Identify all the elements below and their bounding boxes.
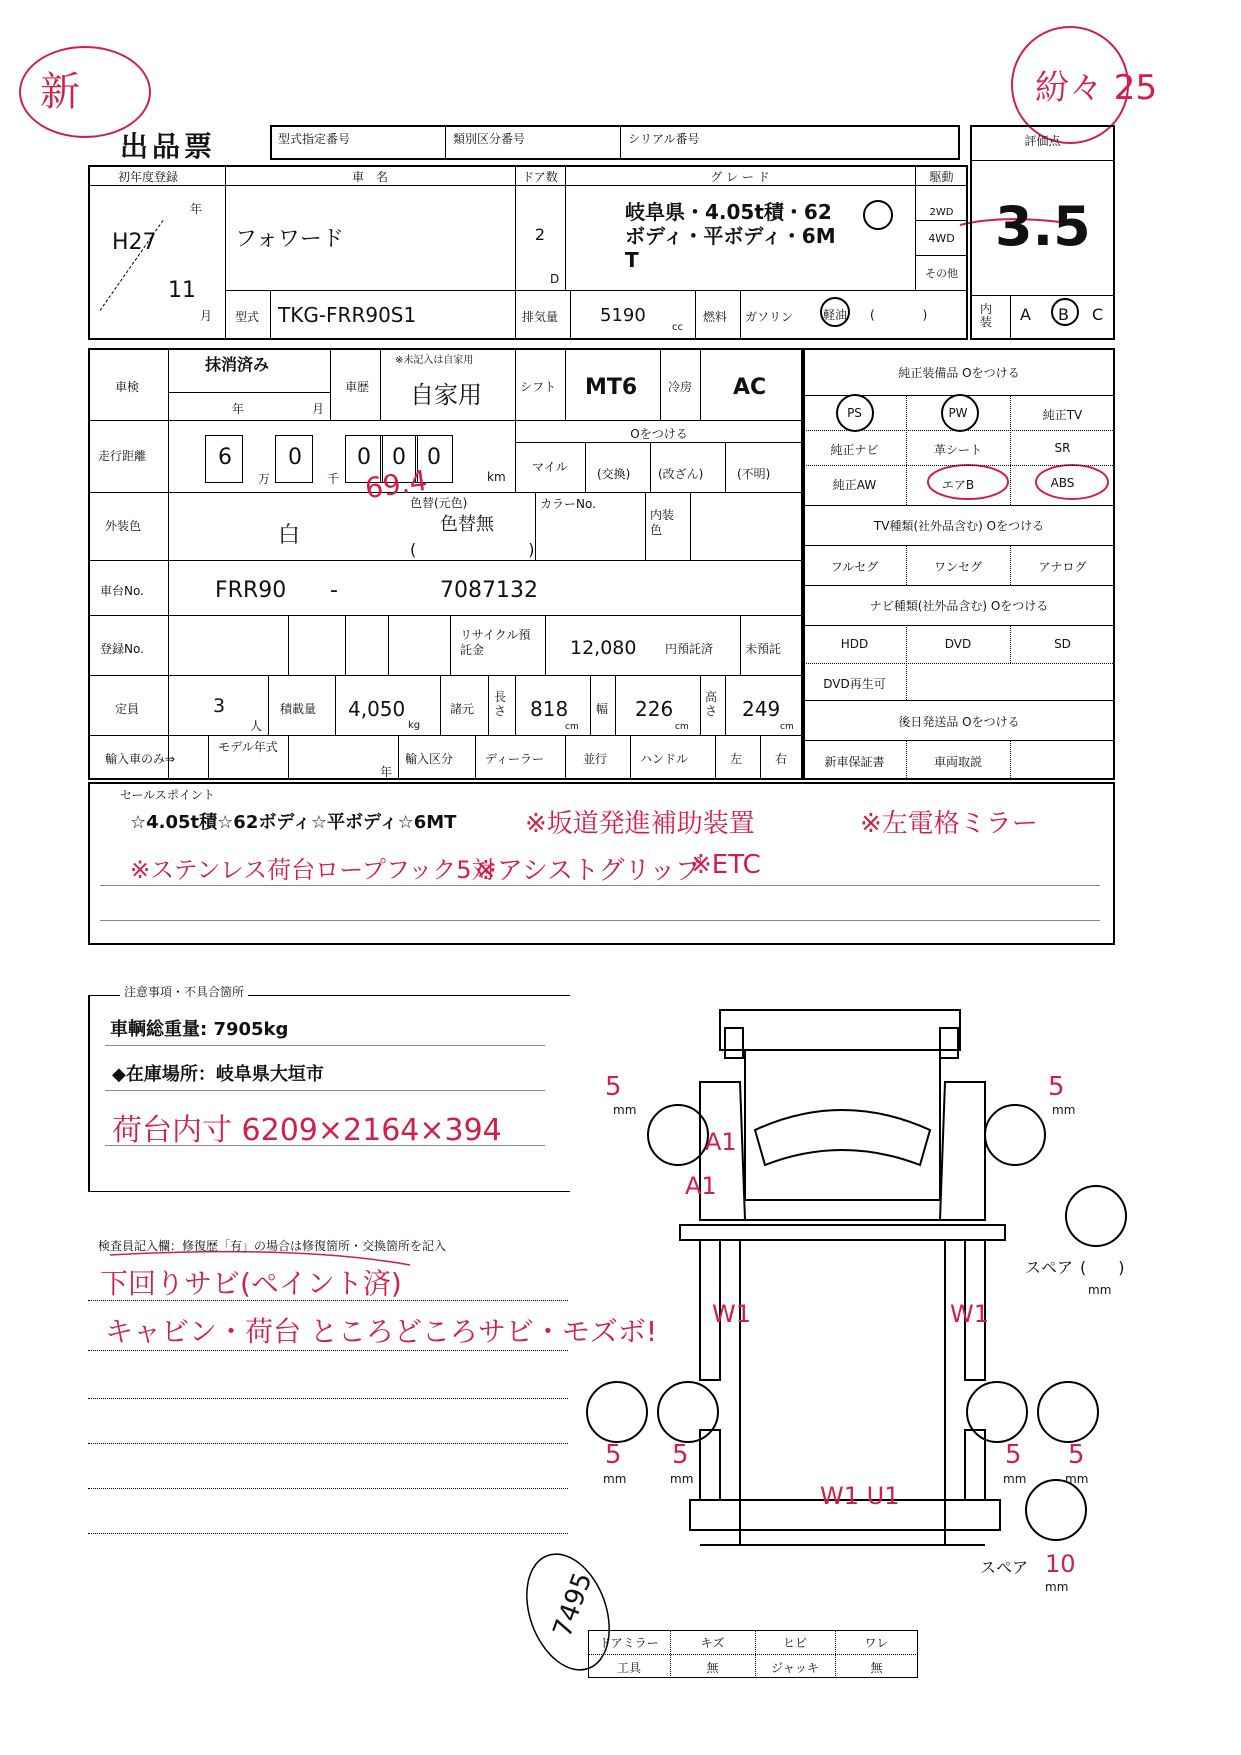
inspector-notes-label: 検査員記入欄：修復歴「有」の場合は修復箇所・交換箇所を記入	[98, 1239, 447, 1253]
legend-tools-value: 無	[706, 1661, 719, 1675]
mm-unit-fl: mm	[613, 1103, 637, 1117]
tire-depth-rear-left-2: 5	[672, 1440, 689, 1470]
handle-left: 左	[730, 752, 743, 766]
mileage-sen-unit: 千	[327, 472, 340, 486]
navi-sd: SD	[1054, 637, 1071, 651]
legend-scratch: キズ	[700, 1636, 725, 1650]
serial-number-label: シリアル番号	[628, 132, 700, 146]
mm-unit-rr1: mm	[1003, 1472, 1027, 1486]
shaken-label: 車検	[115, 380, 140, 394]
legend-break: ワレ	[864, 1636, 889, 1650]
exterior-color-label: 外装色	[105, 519, 142, 533]
spare-tire-bracket-1: ( )	[1080, 1258, 1125, 1277]
color-change-paren: ( )	[410, 540, 535, 559]
handwritten-stamp-number: 7495	[547, 1568, 599, 1642]
mileage-digit-4: 0	[392, 445, 406, 470]
mileage-digit-1: 6	[218, 445, 232, 470]
handwritten-mileage: 69.4	[363, 463, 430, 506]
equipment-pw: PW	[948, 406, 968, 420]
tire-depth-front-right: 5	[1048, 1072, 1065, 1102]
vehicle-manual: 車両取説	[933, 755, 982, 769]
navi-dvd: DVD	[944, 637, 972, 651]
shift-label: シフト	[520, 380, 557, 394]
fuel-label: 燃料	[703, 310, 728, 324]
year-unit: 年	[190, 202, 203, 216]
handwritten-repair-1: 下回りサビ(ペイント済)	[100, 1267, 402, 1300]
spare-tire-label-2: スペア	[980, 1558, 1029, 1577]
fuel-gasoline: ガソリン	[745, 310, 794, 324]
legend-jack: ジャッキ	[771, 1661, 819, 1675]
handwritten-sales-2: ※左電格ミラー	[860, 809, 1038, 839]
chassis-prefix: FRR90	[215, 578, 287, 603]
equipment-alloy-wheels: 純正AW	[832, 478, 877, 492]
sales-points-text: ☆4.05t積☆62ボディ☆平ボディ☆6MT	[130, 812, 457, 833]
mm-unit-spare-2: mm	[1045, 1580, 1069, 1594]
car-name-label: 車 名	[351, 170, 388, 184]
door-count-label: ドア数	[522, 170, 558, 184]
recycle-not-deposited: 未預託	[745, 642, 782, 656]
mm-unit-spare-1: mm	[1088, 1283, 1112, 1297]
width-label: 幅	[596, 702, 609, 716]
interior-color-label: 内装色	[650, 508, 675, 537]
legend-crack: ヒビ	[782, 1636, 807, 1650]
navi-hdd: HDD	[840, 637, 869, 651]
dvd-playback: DVD再生可	[823, 677, 886, 691]
import-parallel: 並行	[583, 752, 608, 766]
handwritten-sales-5: ※ETC	[690, 850, 761, 880]
width-cm-unit: cm	[675, 722, 689, 732]
genuine-equipment-label: 純正装備品 Oをつける	[898, 366, 1020, 380]
mm-unit-rr2: mm	[1065, 1472, 1089, 1486]
navi-type-label: ナビ種類(社外品含む) Oをつける	[869, 599, 1049, 613]
color-number-label: カラーNo.	[540, 497, 596, 511]
import-only-label: 輸入車のみ⇒	[105, 752, 176, 766]
sheet-title: 出品票	[120, 130, 217, 163]
damage-w1-left: W1	[712, 1300, 751, 1328]
capacity-label: 定員	[115, 702, 140, 716]
mileage-man-unit: 万	[258, 472, 271, 486]
import-type-label: 輸入区分	[405, 752, 454, 766]
grade-text: 岐阜県・4.05t積・62 ボディ・平ボディ・6M T	[625, 200, 836, 272]
usage-label: 車歴	[345, 380, 370, 394]
model-year-label: モデル年式	[218, 740, 278, 754]
person-unit: 人	[250, 719, 263, 733]
load-capacity: 4,050	[348, 697, 406, 721]
vehicle-gross-weight: 車輌総重量: 7905kg	[110, 1019, 289, 1040]
kg-unit: kg	[408, 720, 421, 731]
dimensions-label: 諸元	[450, 702, 475, 716]
recycle-deposit-label: リサイクル預託金	[460, 628, 531, 657]
spare-tire-depth-2: 10	[1045, 1550, 1076, 1578]
sales-points-label: セールスポイント	[120, 788, 215, 802]
mileage-digit-2: 0	[288, 445, 302, 470]
grade-label: グ レ ー ド	[710, 170, 770, 184]
tv-analog: アナログ	[1038, 560, 1087, 574]
mileage-circle-label: Oをつける	[630, 427, 688, 441]
interior-label: 内装	[980, 302, 993, 329]
stock-location: ◆在庫場所：岐阜県大垣市	[112, 1064, 324, 1085]
original-color-label: 色替(元色)	[410, 496, 468, 510]
damage-a1-upper: A1	[705, 1128, 737, 1156]
legend-tools: 工具	[616, 1661, 641, 1675]
height-label: 高さ	[705, 690, 718, 718]
displacement-label: 排気量	[522, 310, 559, 324]
height-cm-unit: cm	[780, 722, 794, 732]
damage-w1-right: W1	[950, 1300, 989, 1328]
usage: 自家用	[410, 381, 482, 409]
mileage-label: 走行距離	[98, 449, 147, 463]
height: 249	[742, 697, 781, 721]
chassis-number-label: 車台No.	[100, 584, 144, 598]
tire-depth-front-left: 5	[605, 1072, 622, 1102]
tv-oneseg: ワンセグ	[933, 560, 982, 574]
import-dealer: ディーラー	[485, 752, 545, 766]
model-code: TKG-FRR90S1	[278, 303, 417, 327]
warranty-booklet: 新車保証書	[824, 755, 885, 769]
tire-depth-rear-left-1: 5	[605, 1440, 622, 1470]
handwritten-sales-4: ※アシストグリップ	[475, 856, 702, 886]
damage-a1-lower: A1	[685, 1172, 717, 1200]
displacement: 5190	[600, 305, 646, 326]
recycle-deposit: 12,080	[570, 637, 637, 659]
handle-label: ハンドル	[640, 752, 689, 766]
category-number-label: 類別区分番号	[453, 132, 526, 146]
drive-4wd: 4WD	[928, 232, 955, 245]
equipment-ps: PS	[847, 406, 862, 420]
car-name: フォワード	[235, 227, 344, 252]
cc-unit: cc	[672, 322, 683, 333]
equipment-navi: 純正ナビ	[830, 443, 879, 457]
mileage-mile: マイル	[532, 460, 568, 474]
model-label: 型式	[235, 310, 260, 324]
shaken-month-unit: 月	[312, 402, 325, 416]
handwritten-sales-3: ※ステンレス荷台ロープフック5対	[130, 856, 496, 884]
mm-unit-rl1: mm	[603, 1472, 627, 1486]
recycle-deposited: 円預託済	[665, 642, 714, 656]
first-registration-month: 11	[168, 278, 196, 303]
first-registration-label: 初年度登録	[118, 170, 179, 184]
equipment-abs: ABS	[1050, 476, 1075, 490]
shift: MT6	[585, 375, 638, 400]
handwritten-bed-dimensions: 荷台内寸 6209×2164×394	[112, 1113, 502, 1148]
handwritten-top-right-mark: 紛々 25	[1035, 68, 1158, 108]
km-unit: km	[487, 470, 506, 484]
handle-right: 右	[775, 752, 788, 766]
tv-type-label: TV種類(社外品含む) Oをつける	[873, 519, 1045, 533]
shaken-status: 抹消済み	[205, 355, 270, 374]
mileage-tampered: (改ざん)	[658, 467, 704, 481]
first-registration-era: H27	[112, 230, 157, 255]
load-capacity-label: 積載量	[280, 702, 317, 716]
equipment-airbag: エアB	[941, 478, 975, 492]
door-unit: D	[550, 272, 560, 286]
damage-w1-u1-rear: W1 U1	[820, 1482, 900, 1510]
chassis-dash: -	[330, 578, 338, 603]
fuel-other: ( )	[870, 308, 928, 322]
handwritten-repair-2: キャビン・荷台 ところどころサビ・モズボ!	[105, 1315, 658, 1348]
interior-grade-a: A	[1020, 305, 1031, 324]
mileage-digit-5: 0	[427, 445, 441, 470]
drive-2wd: 2WD	[929, 207, 954, 218]
usage-note: ※未記入は自家用	[395, 355, 474, 366]
tv-fullseg: フルセグ	[830, 560, 879, 574]
equipment-tv: 純正TV	[1042, 408, 1083, 422]
door-count: 2	[534, 225, 546, 244]
later-shipment-label: 後日発送品 Oをつける	[898, 715, 1020, 729]
color-change: 色替無	[440, 514, 494, 535]
equipment-sunroof: SR	[1054, 441, 1071, 455]
registration-number-label: 登録No.	[100, 642, 144, 656]
ac: AC	[733, 375, 767, 400]
notes-label: 注意事項・不具合箇所	[120, 983, 248, 1000]
chassis-serial: 7087132	[440, 578, 538, 603]
drive-other: その他	[925, 267, 958, 280]
length-label: 長さ	[494, 690, 507, 718]
legend-jack-value: 無	[870, 1661, 883, 1675]
handwritten-new-mark: 新	[40, 69, 80, 115]
mm-unit-rl2: mm	[670, 1472, 694, 1486]
legend-door-mirror: ドアミラー	[599, 1636, 659, 1650]
model-designation-label: 型式指定番号	[278, 132, 351, 146]
fuel-diesel: 軽油	[823, 308, 848, 322]
mileage-exchanged: (交換)	[597, 467, 631, 481]
interior-grade-b: B	[1058, 305, 1069, 324]
mileage-unknown: (不明)	[737, 467, 771, 481]
tire-depth-rear-right-2: 5	[1068, 1440, 1085, 1470]
spare-tire-label-1: スペア	[1025, 1258, 1074, 1277]
interior-grade-c: C	[1092, 305, 1104, 324]
mm-unit-fr: mm	[1052, 1103, 1076, 1117]
score-value: 3.5	[995, 195, 1091, 258]
ac-label: 冷房	[668, 380, 693, 394]
equipment-leather-seat: 革シート	[933, 443, 982, 457]
capacity: 3	[213, 695, 226, 717]
score-label: 評価点	[1024, 134, 1061, 148]
length: 818	[530, 697, 569, 721]
drive-label: 駆動	[929, 170, 954, 184]
month-unit: 月	[200, 309, 213, 323]
model-year-unit: 年	[380, 765, 393, 779]
handwritten-sales-1: ※坂道発進補助装置	[525, 809, 755, 839]
shaken-year-unit: 年	[232, 402, 245, 416]
mileage-digit-3: 0	[357, 445, 371, 470]
tire-depth-rear-right-1: 5	[1005, 1440, 1022, 1470]
length-cm-unit: cm	[565, 722, 579, 732]
width: 226	[635, 697, 674, 721]
exterior-color: 白	[278, 523, 301, 548]
